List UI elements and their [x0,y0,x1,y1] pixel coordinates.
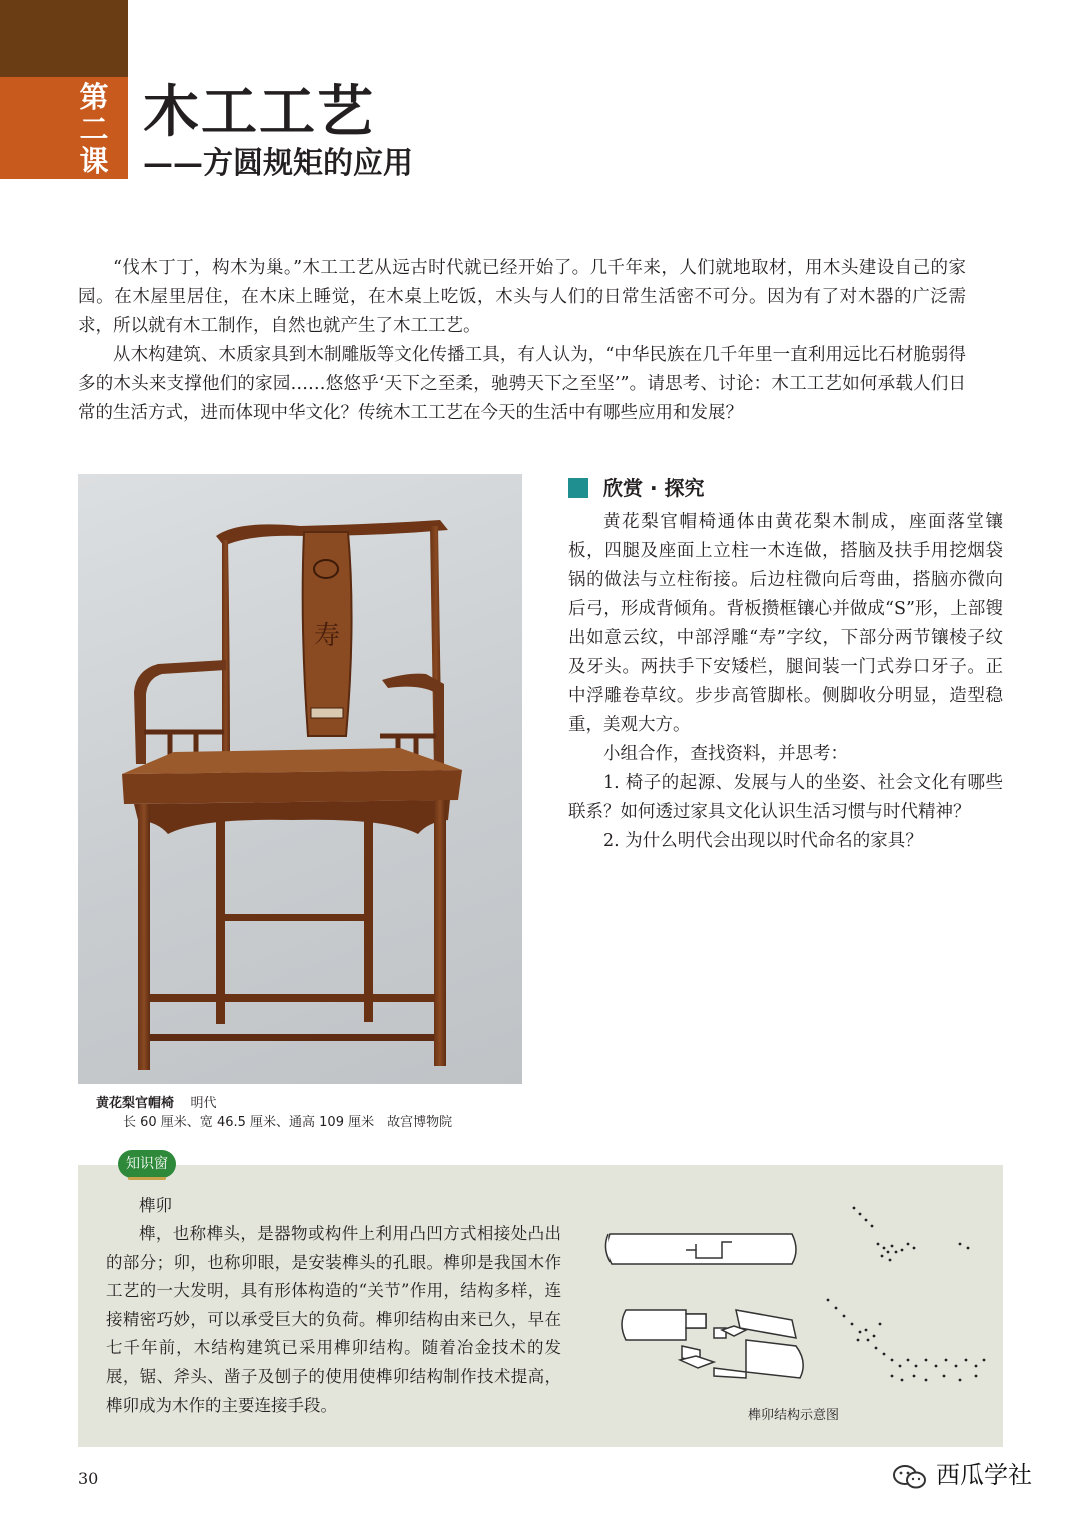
page-number: 30 [78,1469,99,1488]
knowledge-badge: 知识窗 [118,1150,176,1178]
lesson-label-char: 第 [79,80,109,114]
lesson-label-char: 课 [79,144,109,178]
svg-text:寿: 寿 [314,621,341,651]
diagram-caption: 榫卯结构示意图 [748,1408,840,1423]
page-title: 木工工艺 [143,79,375,145]
section-heading: 欣赏 · 探究 [603,476,705,500]
lesson-label-char: 二 [79,112,109,146]
caption-dimensions: 长 60 厘米、宽 46.5 厘米、通高 109 厘米 故宫博物院 [123,1115,453,1130]
armchair-illustration [78,474,522,1084]
knowledge-heading: 榫卯 [139,1196,172,1215]
lesson-header-bar [0,0,128,77]
chair-photo [78,474,522,1084]
caption-era: 明代 [190,1096,217,1111]
question-1: 1. 椅子的起源、发展与人的坐姿、社会文化有哪些联系？如何透过家具文化认识生活习惯与时代精神？ [568,773,1003,822]
caption-title: 黄花梨官帽椅 [96,1096,175,1111]
page-subtitle: ——方圆规矩的应用 [143,146,413,181]
mortise-tenon-diagram [596,1190,996,1400]
question-2: 2. 为什么明代会出现以时代命名的家具？ [603,831,923,851]
appreciation-text: 黄花梨官帽椅通体由黄花梨木制成，座面落堂镶板，四腿及座面上立柱一木连做，搭脑及扶手用挖烟袋锅的做法与立柱衔接。后边柱微向后弯曲，搭脑亦微向后弓，形成背倾角。背板攒框镶心并做成“S”形，上部锼出如意云纹，中部浮雕“寿”字纹，下部分两节镶棱子纹及牙头。两扶手下安矮栏，腿间装一门式券口牙子。正中浮雕卷草纹。步步高管脚枨。侧脚收分明显，造型稳重，美观大方。 [568,512,1003,735]
joint-illustration [596,1190,996,1400]
intro-paragraph-2: 从木构建筑、木质家具到木制雕版等文化传播工具，有人认为，“中华民族在几千年里一直利用远比石材脆弱得多的木头来支撑他们的家园……悠悠乎‘天下之至柔，驰骋天下之至坚’”。请思考、讨论：木工工艺如何承载人们日常的生活方式，进而体现中华文化？传统木工工艺在今天的生活中有哪些应用和发展？ [78,345,966,423]
discussion-prompt: 小组合作，查找资料，并思考： [603,744,848,764]
watermark: 西瓜学社 [936,1461,1032,1489]
section-marker [568,478,588,498]
wechat-icon [893,1464,927,1490]
lesson-label [74,81,114,177]
intro-paragraph-1: “伐木丁丁，构木为巢。”木工工艺从远古时代就已经开始了。几千年来，人们就地取材，用木头建设自己的家园。在木屋里居住，在木床上睡觉，在木桌上吃饭，木头与人们的日常生活密不可分。因为有了对木器的广泛需求，所以就有木工制作，自然也就产生了木工工艺。 [78,258,966,336]
knowledge-text: 榫，也称榫头，是器物或构件上利用凸凹方式相接处凸出的部分；卯，也称卯眼，是安装榫头的孔眼。榫卯是我国木作工艺的一大发明，具有形体构造的“关节”作用，结构多样，连接精密巧妙，可以承受巨大的负荷。榫卯结构由来已久，早在七千年前，木结构建筑已采用榫卯结构。随着冶金技术的发展，锯、斧头、凿子及刨子的使用使榫卯结构制作技术提高，榫卯成为木作的主要连接手段。 [106,1224,561,1415]
photo-caption [96,1094,452,1132]
appreciation-body [568,508,1003,856]
